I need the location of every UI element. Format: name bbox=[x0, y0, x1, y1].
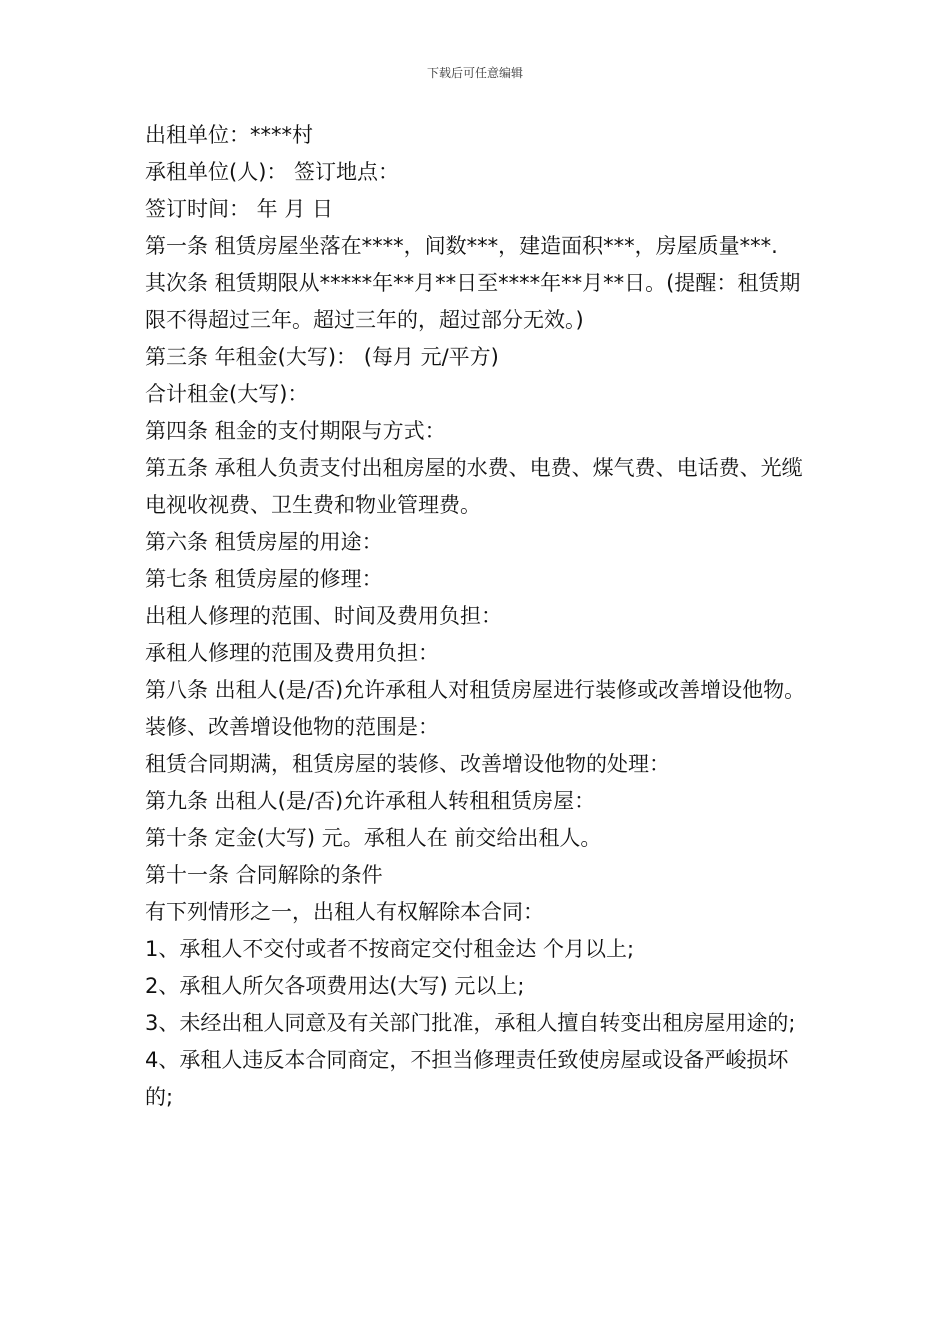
signing-date-line: 签订时间： 年 月 日 bbox=[145, 197, 334, 221]
clause-10: 第十条 定金(大写) 元。承租人在 前交给出租人。 bbox=[145, 826, 602, 850]
clause-11-item-2: 2、承租人所欠各项费用达(大写) 元以上; bbox=[145, 974, 525, 998]
page-header: 下载后可任意编辑 bbox=[426, 66, 523, 80]
clause-5: 第五条 承租人负责支付出租房屋的水费、电费、煤气费、电话费、光缆电视收视费、卫生费和物业管理费。 bbox=[145, 456, 803, 517]
clause-2: 其次条 租赁期限从*****年**月**日至****年**月**日。(提醒：租赁期限不得超过三年。超过三年的，超过部分无效。) bbox=[145, 271, 801, 332]
clause-11-item-3: 3、未经出租人同意及有关部门批准，承租人擅自转变出租房屋用途的; bbox=[145, 1011, 796, 1035]
clause-8: 第八条 出租人(是/否)允许承租人对租赁房屋进行装修或改善增设他物。装修、改善增设他物的范围是： bbox=[145, 678, 806, 739]
clause-6: 第六条 租赁房屋的用途： bbox=[145, 530, 383, 554]
clause-9: 第九条 出租人(是/否)允许承租人转租租赁房屋： bbox=[145, 789, 596, 813]
clause-7: 第七条 租赁房屋的修理： bbox=[145, 567, 383, 591]
clause-3: 第三条 年租金(大写)： (每月 元/平方) bbox=[145, 345, 499, 369]
clause-11-item-1: 1、承租人不交付或者不按商定交付租金达 个月以上; bbox=[145, 937, 635, 961]
clause-3-total: 合计租金(大写)： bbox=[145, 382, 309, 406]
clause-7-lessee-repair: 承租人修理的范围及费用负担： bbox=[145, 641, 439, 665]
clause-1: 第一条 租赁房屋坐落在****，间数***，建造面积***，房屋质量***. bbox=[145, 234, 778, 258]
document-body bbox=[145, 117, 807, 1116]
clause-11-item-4: 4、承租人违反本合同商定，不担当修理责任致使房屋或设备严峻损坏的; bbox=[145, 1048, 789, 1109]
clause-11-intro: 有下列情形之一，出租人有权解除本合同： bbox=[145, 900, 544, 924]
lessor-line: 出租单位：****村 bbox=[145, 123, 313, 147]
clause-7-lessor-repair: 出租人修理的范围、时间及费用负担： bbox=[145, 604, 502, 628]
lessee-line: 承租单位(人)： 签订地点： bbox=[145, 160, 400, 184]
clause-8-expiry: 租赁合同期满，租赁房屋的装修、改善增设他物的处理： bbox=[145, 752, 670, 776]
clause-11: 第十一条 合同解除的条件 bbox=[145, 863, 383, 887]
clause-4: 第四条 租金的支付期限与方式： bbox=[145, 419, 446, 443]
